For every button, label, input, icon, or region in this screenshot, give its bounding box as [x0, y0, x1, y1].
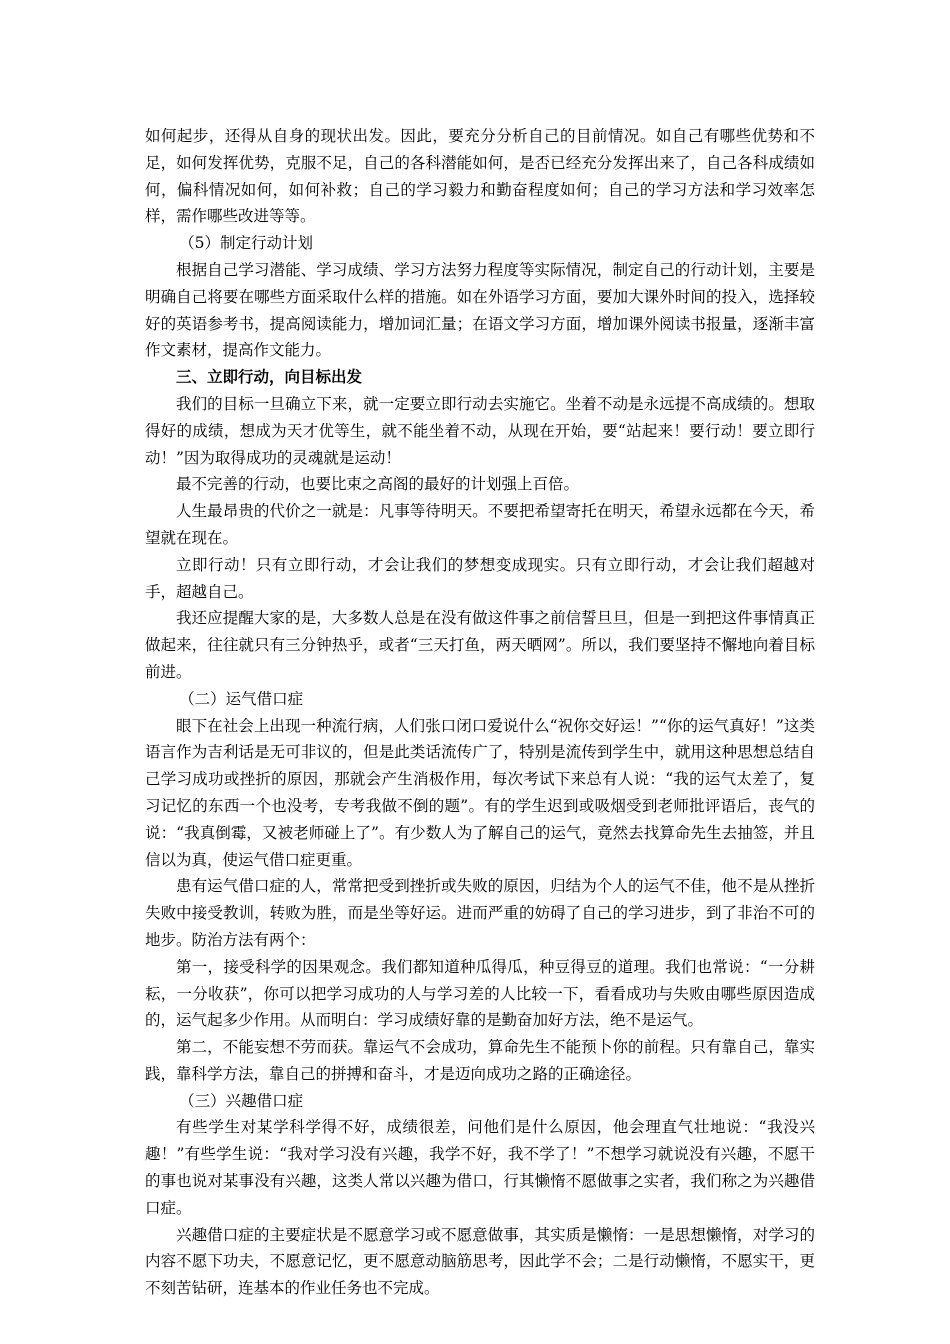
section-heading: 三、立即行动，向目标出发 — [176, 367, 363, 387]
paragraph: 第一，接受科学的因果观念。我们都知道种瓜得瓜，种豆得豆的道理。我们也常说：“一分耕耘，一分收获”，你可以把学习成功的人与学习差的人比较一下，看看成功与失败由哪些原因造成的，运气起多少作用。从而明白：学习成绩好靠的是勤奋加好方法，绝不是运气。 — [145, 957, 815, 1030]
paragraph: 我还应提醒大家的是，大多数人总是在没有做这件事之前信誓旦旦，但是一到把这件事情真正做起来，往往就只有三分钟热乎，或者“三天打鱼，两天晒网”。所以，我们要坚持不懈地向着目标前进。 — [145, 609, 815, 681]
subsection-title: （二）运气借口症 — [179, 689, 304, 708]
paragraph: 立即行动！只有立即行动，才会让我们的梦想变成现实。只有立即行动，才会让我们超越对手，超越自己。 — [145, 555, 815, 601]
paragraph: 兴趣借口症的主要症状是不愿意学习或不愿意做事，其实质是懒惰：一是思想懒惰，对学习的内容不愿下功夫，不愿意记忆，更不愿意动脑筋思考，因此学不会；二是行动懒惰，不愿实干，更不刻苦钻研，连基本的作业任务也不完成。 — [145, 1225, 815, 1298]
paragraph: 第二，不能妄想不劳而获。靠运气不会成功，算命先生不能预卜你的前程。只有靠自己，靠实践，靠科学方法，靠自己的拼搏和奋斗，才是迈向成功之路的正确途径。 — [145, 1038, 815, 1083]
paragraph: 眼下在社会上出现一种流行病，人们张口闭口爱说什么“祝你交好运！”“你的运气真好！”这类语言作为吉利话是无可非议的，但是此类话流传广了，特别是流传到学生中，就用这种思想总结自己学习成功或挫折的原因，那就会产生消极作用，每次考试下来总有人说：“我的运气太差了，复习记忆的东西一个也没考，专考我做不倒的题”。有的学生迟到或吸烟受到老师批评语后，丧气的说：“我真倒霉，又被老师碰上了”。有少数人为了解自己的运气，竟然去找算命先生去抽签，并且信以为真，使运气借口症更重。 — [145, 716, 815, 869]
paragraph: 人生最昂贵的代价之一就是：凡事等待明天。不要把希望寄托在明天，希望永远都在今天，希望就在现在。 — [145, 502, 815, 547]
paragraph: 最不完善的行动，也要比束之高阁的最好的计划强上百倍。 — [176, 475, 580, 494]
paragraph: 患有运气借口症的人，常常把受到挫折或失败的原因，归结为个人的运气不佳，他不是从挫折失败中接受教训，转败为胜，而是坐等好运。进而严重的妨碍了自己的学习进步，到了非治不可的地步。防治方法有两个： — [145, 877, 815, 949]
document-body — [145, 123, 815, 1302]
paragraph: 有些学生对某学科学得不好，成绩很差，问他们是什么原因，他会理直气壮地说：“我没兴趣！”有些学生说：“我对学习没有兴趣，我学不好，我不学了！”不想学习就说没有兴趣，不愿干的事也说对某事没有兴趣，这类人常以兴趣为借口，行其懒惰不愿做事之实者，我们称之为兴趣借口症。 — [145, 1118, 815, 1217]
paragraph: 如何起步，还得从自身的现状出发。因此，要充分分析自己的目前情况。如自己有哪些优势和不足，如何发挥优势，克服不足，自己的各科潜能如何，是否已经充分发挥出来了，自己各科成绩如何，偏科情况如何，如何补救；自己的学习毅力和勤奋程度如何；自己的学习方法和学习效率怎样，需作哪些改进等等。 — [145, 127, 815, 226]
paragraph: 我们的目标一旦确立下来，就一定要立即行动去实施它。坐着不动是永远提不高成绩的。想取得好的成绩，想成为天才优等生，就不能坐着不动，从现在开始，要“站起来！要行动！要立即行动！”因为取得成功的灵魂就是运动！ — [145, 394, 815, 467]
paragraph: 根据自己学习潜能、学习成绩、学习方法努力程度等实际情况，制定自己的行动计划，主要是明确自己将要在哪些方面采取什么样的措施。如在外语学习方面，要加大课外时间的投入，选择较好的英语参考书，提高阅读能力，增加词汇量；在语文学习方面，增加课外阅读书报量，逐渐丰富作文素材，提高作文能力。 — [145, 260, 815, 360]
subsection-title: （5）制定行动计划 — [179, 234, 313, 253]
subsection-title: （三）兴趣借口症 — [179, 1091, 304, 1110]
